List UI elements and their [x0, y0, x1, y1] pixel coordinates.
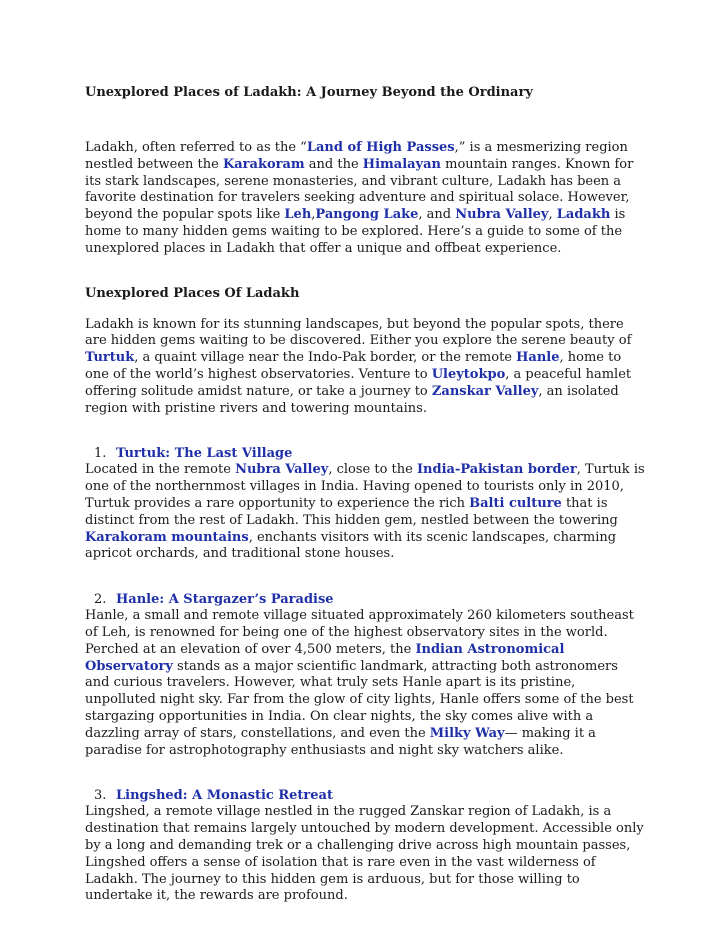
item-text: , Turtuk is one of the northernmost villages in India. Having opened to tourists only in 2010, Turtuk provides a rare opportunity to experience the rich [85, 462, 645, 511]
list-item-heading [85, 787, 645, 804]
link-milky-way[interactable]: Milky Way [429, 725, 505, 741]
section-text: , an isolated region with pristine rivers and towering mountains. [85, 383, 619, 416]
item-text: that is distinct from the rest of Ladakh. This hidden gem, nestled between the towering [85, 495, 618, 528]
intro-text: mountain ranges. Known for its stark landscapes, serene monasteries, and vibrant culture, Ladakh has been a favorite destination for travelers seeking adventure and spiritual solace. However, beyond the popular spots like [85, 156, 634, 223]
link-uleytokpo[interactable]: Uleytokpo [431, 366, 506, 382]
link-nubra-valley[interactable]: Nubra Valley [455, 207, 549, 223]
item-text: Lingshed, a remote village nestled in the rugged Zanskar region of Ladakh, is a destination that remains largely untouched by modern development. Accessible only by a long and demanding trek or a challenging drive across high mountain passes, Lingshed offers a sense of isolation that is rare even in the vast wilderness of Ladakh. The journey to this hidden gem is arduous, but for those willing to undertake it, the rewards are profound. [85, 804, 644, 904]
item-text: Hanle, a small and remote village situated approximately 260 kilometers southeast of Leh, is renowned for being one of the highest observatory sites in the world. Perched at an elevation of over 4,500 meters, the [85, 608, 634, 657]
link-item-title-hanle[interactable]: Hanle: A Stargazer’s Paradise [116, 592, 334, 608]
section-text: , a peaceful hamlet offering solitude amidst nature, or take a journey to [85, 366, 632, 399]
link-balti-culture[interactable]: Balti culture [469, 495, 562, 511]
intro-text: ,” is a mesmerizing region nestled between the [85, 140, 628, 172]
intro-text: , and [418, 207, 456, 223]
item-text: stands as a major scientific landmark, attracting both astronomers and curious travelers. However, what truly sets Hanle apart is its pristine, unpolluted night sky. Far from the glow of city lights, Hanle offers some of the best stargazing opportunities in India. On clear nights, the sky comes alive with a dazzling array of stars, constellations, and even the [85, 658, 634, 741]
link-pangong-lake[interactable]: Pangong Lake [315, 207, 419, 223]
document-title: Unexplored Places of Ladakh: A Journey Beyond the Ordinary [85, 85, 533, 100]
list-item-body [85, 804, 645, 905]
list-number: 1. [94, 446, 107, 462]
intro-text: , [311, 207, 316, 223]
link-item-title-lingshed[interactable]: Lingshed: A Monastic Retreat [116, 788, 333, 804]
intro-text: , [548, 207, 557, 223]
link-item-title-turtuk[interactable]: Turtuk: The Last Village [116, 446, 293, 462]
link-zanskar-valley[interactable]: Zanskar Valley [431, 383, 539, 399]
document-page [85, 84, 645, 905]
link-nubra-valley[interactable]: Nubra Valley [235, 462, 329, 478]
intro-text: is home to many hidden gems waiting to be explored. Here’s a guide to some of the unexplored places in Ladakh that offer a unique and offbeat experience. [85, 207, 626, 256]
section-heading: Unexplored Places Of Ladakh [85, 285, 300, 301]
item-text: Located in the remote [85, 462, 236, 478]
list-item-heading [85, 591, 645, 608]
link-ladakh[interactable]: Ladakh [556, 207, 611, 223]
intro-paragraph [85, 140, 645, 258]
list-number: 3. [94, 788, 107, 804]
item-text: — making it a paradise for astrophotography enthusiasts and night sky watchers alike. [85, 725, 596, 758]
intro-text: Ladakh, often referred to as the “ [85, 140, 307, 155]
item-text: , close to the [328, 462, 417, 478]
list-item-body [85, 462, 645, 563]
list-number: 2. [94, 592, 107, 608]
section-paragraph [85, 317, 645, 418]
link-leh[interactable]: Leh [284, 207, 312, 223]
list-item-lingshed [85, 787, 645, 905]
link-india-pakistan-border[interactable]: India-Pakistan border [416, 462, 577, 478]
link-karakoram-mountains[interactable]: Karakoram mountains [85, 529, 249, 545]
section-text: , a quaint village near the Indo-Pak border, or the remote [134, 350, 517, 366]
link-land-of-high-passes[interactable]: Land of High Passes [306, 140, 455, 155]
list-item-heading [85, 445, 645, 462]
link-hanle[interactable]: Hanle [516, 350, 560, 366]
list-item-turtuk [85, 445, 645, 563]
link-turtuk[interactable]: Turtuk [85, 350, 135, 366]
section-text: , home to one of the world’s highest observatories. Venture to [85, 350, 622, 382]
link-himalayan[interactable]: Himalayan [362, 156, 441, 172]
item-text: , enchants visitors with its scenic landscapes, charming apricot orchards, and traditional stone houses. [85, 529, 617, 562]
link-indian-astronomical-observatory[interactable]: Indian Astronomical Observatory [85, 641, 565, 674]
list-item-body [85, 608, 645, 759]
list-item-hanle [85, 591, 645, 759]
intro-text: and the [304, 156, 363, 172]
link-karakoram[interactable]: Karakoram [222, 156, 305, 172]
section-text: Ladakh is known for its stunning landscapes, but beyond the popular spots, there are hidden gems waiting to be discovered. Either you explore the serene beauty of [85, 316, 632, 349]
